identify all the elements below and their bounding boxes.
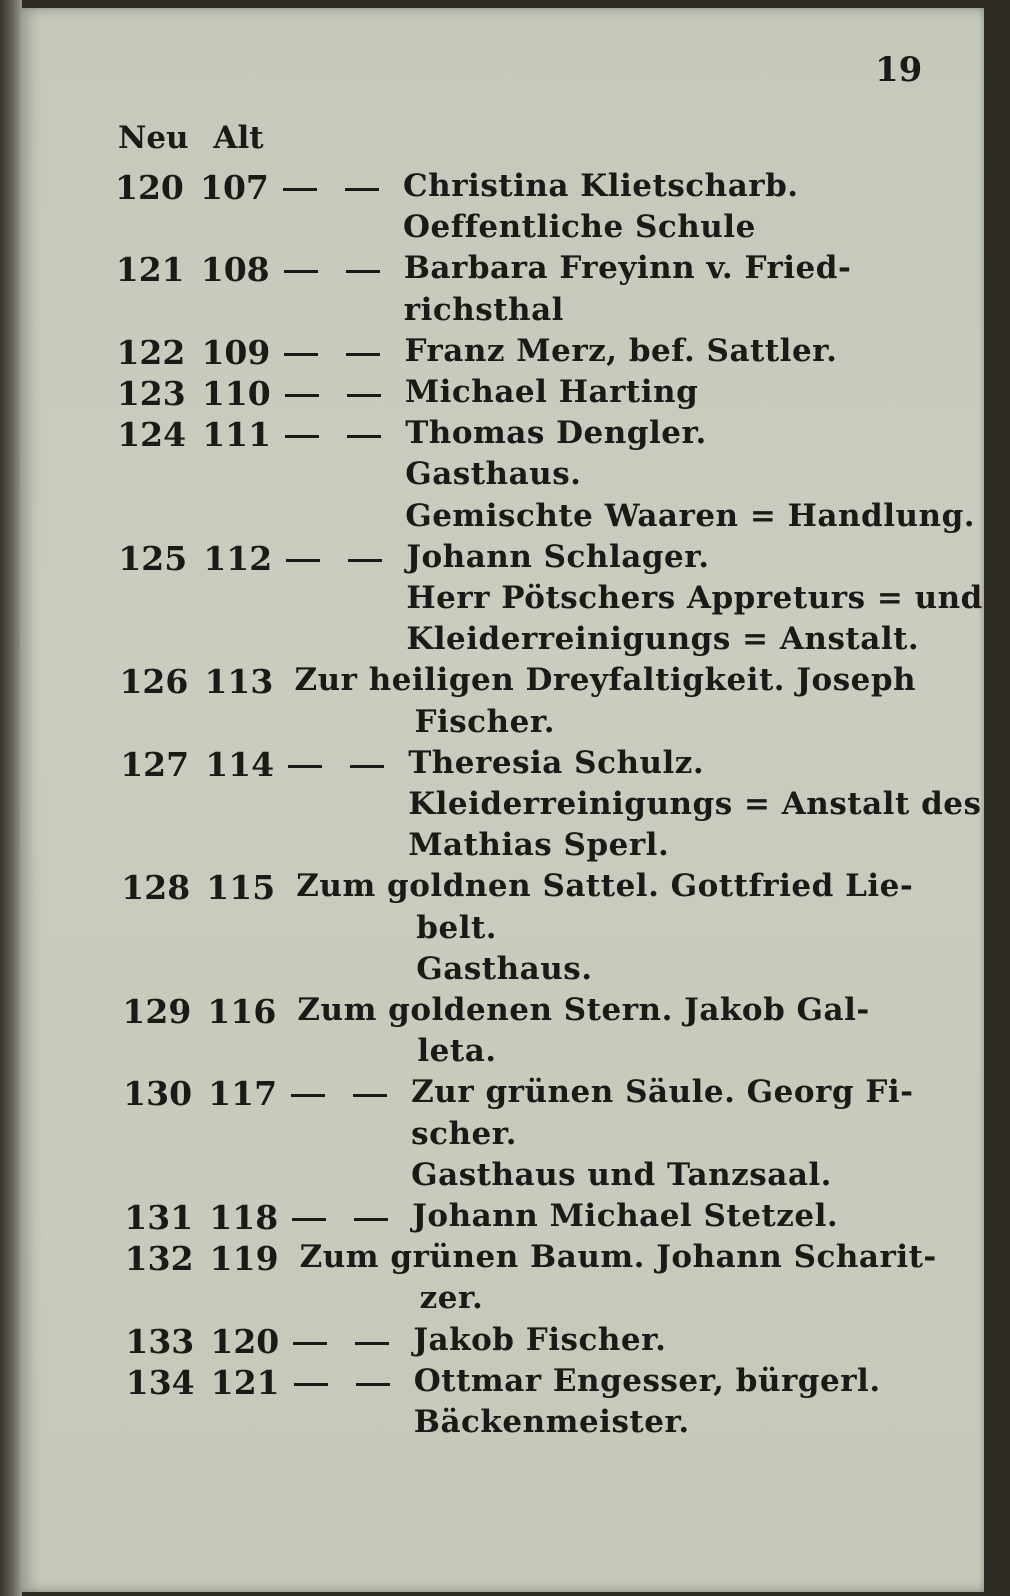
entry-text-line: Jakob Fischer. <box>413 1321 667 1358</box>
entry-number-old: 108 <box>200 250 270 290</box>
entry-text-line: Johann Schlager. <box>406 538 710 575</box>
entry-text-line: Gasthaus. <box>405 456 582 493</box>
entry-dash <box>291 1094 325 1097</box>
entry-number-old: 121 <box>210 1362 280 1402</box>
column-headers <box>118 120 278 156</box>
page-number: 19 <box>875 50 923 90</box>
entry-number-old: 117 <box>208 1074 278 1114</box>
entry-number-old: 116 <box>207 992 277 1031</box>
entry-text-line: Kleiderreinigungs = Anstalt. <box>406 621 920 658</box>
entry-text-line: scher. <box>411 1115 518 1152</box>
entry-text-line: zer. <box>419 1280 484 1317</box>
entry-dash <box>294 1383 328 1386</box>
entry-text-line: Kleiderreinigungs = Anstalt des <box>408 786 982 822</box>
entry-number-new: 122 <box>116 332 186 372</box>
entry-dash <box>286 559 320 562</box>
header-alt: Alt <box>213 120 264 156</box>
entry-dash <box>345 188 379 191</box>
entry-dash <box>348 559 382 562</box>
entry-dash <box>346 270 380 273</box>
entry-text-line: Johann Michael Stetzel. <box>412 1198 839 1234</box>
entry-dash <box>285 435 319 438</box>
entry-text-line: Ottmar Engesser, bürgerl. <box>413 1362 881 1399</box>
entry-number-new: 130 <box>123 1074 193 1114</box>
entry-text-line: Herr Pötschers Appreturs = und <box>406 580 983 616</box>
entry-number-new: 125 <box>118 538 188 578</box>
entry-text-line: Thomas Dengler. <box>405 415 707 452</box>
entry-number-new: 120 <box>115 168 184 207</box>
entry-number-old: 109 <box>201 332 271 372</box>
entry-text-line: Mathias Sperl. <box>408 827 670 864</box>
entry-number-old: 115 <box>206 868 276 908</box>
entry-text-line: Oeffentliche Schule <box>403 209 756 246</box>
entry-number-old: 113 <box>204 662 274 702</box>
entry-number-new: 129 <box>122 992 192 1031</box>
entry-dash <box>288 765 322 768</box>
entry-dash <box>284 353 318 356</box>
entry-dash <box>354 1218 388 1221</box>
entry-dash <box>350 765 384 768</box>
entry-text-line: Zum goldenen Stern. Jakob Gal- <box>297 992 870 1028</box>
entry-text-line: Gasthaus und Tanzsaal. <box>411 1156 832 1193</box>
header-neu: Neu <box>118 120 189 156</box>
entry-text-line: belt. <box>416 909 498 946</box>
entry-dash <box>355 1342 389 1345</box>
entry-number-old: 110 <box>201 374 271 413</box>
entry-number-new: 126 <box>119 662 189 702</box>
book-spine-edge <box>0 0 22 1596</box>
entry-number-new: 124 <box>117 415 187 455</box>
entry-dash <box>284 270 318 273</box>
entry-number-old: 120 <box>210 1321 280 1361</box>
entry-text-line: Zum goldnen Sattel. Gottfried Lie- <box>296 868 914 905</box>
entry-number-new: 133 <box>125 1321 195 1361</box>
entry-number-new: 127 <box>120 744 190 784</box>
entry-text-line: leta. <box>417 1033 497 1070</box>
entry-text-line: Zur heiligen Dreyfaltigkeit. Joseph <box>294 662 917 699</box>
entry-number-new: 123 <box>116 374 186 413</box>
entry-text-line: Michael Harting <box>404 374 699 410</box>
entry-number-old: 119 <box>209 1239 279 1279</box>
entry-text-line: Gasthaus. <box>416 950 593 987</box>
entry-number-old: 118 <box>209 1198 279 1237</box>
entry-dash <box>356 1383 390 1386</box>
entry-text-line: Franz Merz, bef. Sattler. <box>404 332 838 369</box>
entry-dash <box>285 394 319 397</box>
entry-dash <box>293 1342 327 1345</box>
entry-dash <box>292 1218 326 1221</box>
entry-text-line: Bäckenmeister. <box>413 1404 690 1440</box>
entry-number-old: 114 <box>205 744 275 784</box>
entry-text-line: Zur grünen Säule. Georg Fi- <box>411 1074 914 1111</box>
entry-number-old: 111 <box>202 415 272 455</box>
entry-text-line: Barbara Freyinn v. Fried- <box>403 250 852 287</box>
entry-number-new: 132 <box>124 1239 194 1279</box>
entry-number-old: 112 <box>203 538 273 578</box>
entry-dash <box>353 1094 387 1097</box>
entry-dash <box>346 353 380 356</box>
entry-dash <box>347 435 381 438</box>
entry-dash <box>347 394 381 397</box>
entry-text-line: richsthal <box>403 291 564 328</box>
entry-text-line: Christina Klietscharb. <box>403 168 799 204</box>
entry-number-new: 134 <box>125 1362 195 1402</box>
entry-dash <box>283 188 317 191</box>
entry-number-new: 131 <box>124 1198 194 1237</box>
entry-text-line: Theresia Schulz. <box>408 744 705 781</box>
entry-number-new: 128 <box>121 868 191 908</box>
entry-number-old: 107 <box>200 168 269 207</box>
entry-number-new: 121 <box>115 250 185 290</box>
entry-text-line: Gemischte Waaren = Handlung. <box>405 497 976 534</box>
entry-text-line: Zum grünen Baum. Johann Scharit- <box>299 1239 937 1276</box>
entry-text-line: Fischer. <box>414 703 556 740</box>
